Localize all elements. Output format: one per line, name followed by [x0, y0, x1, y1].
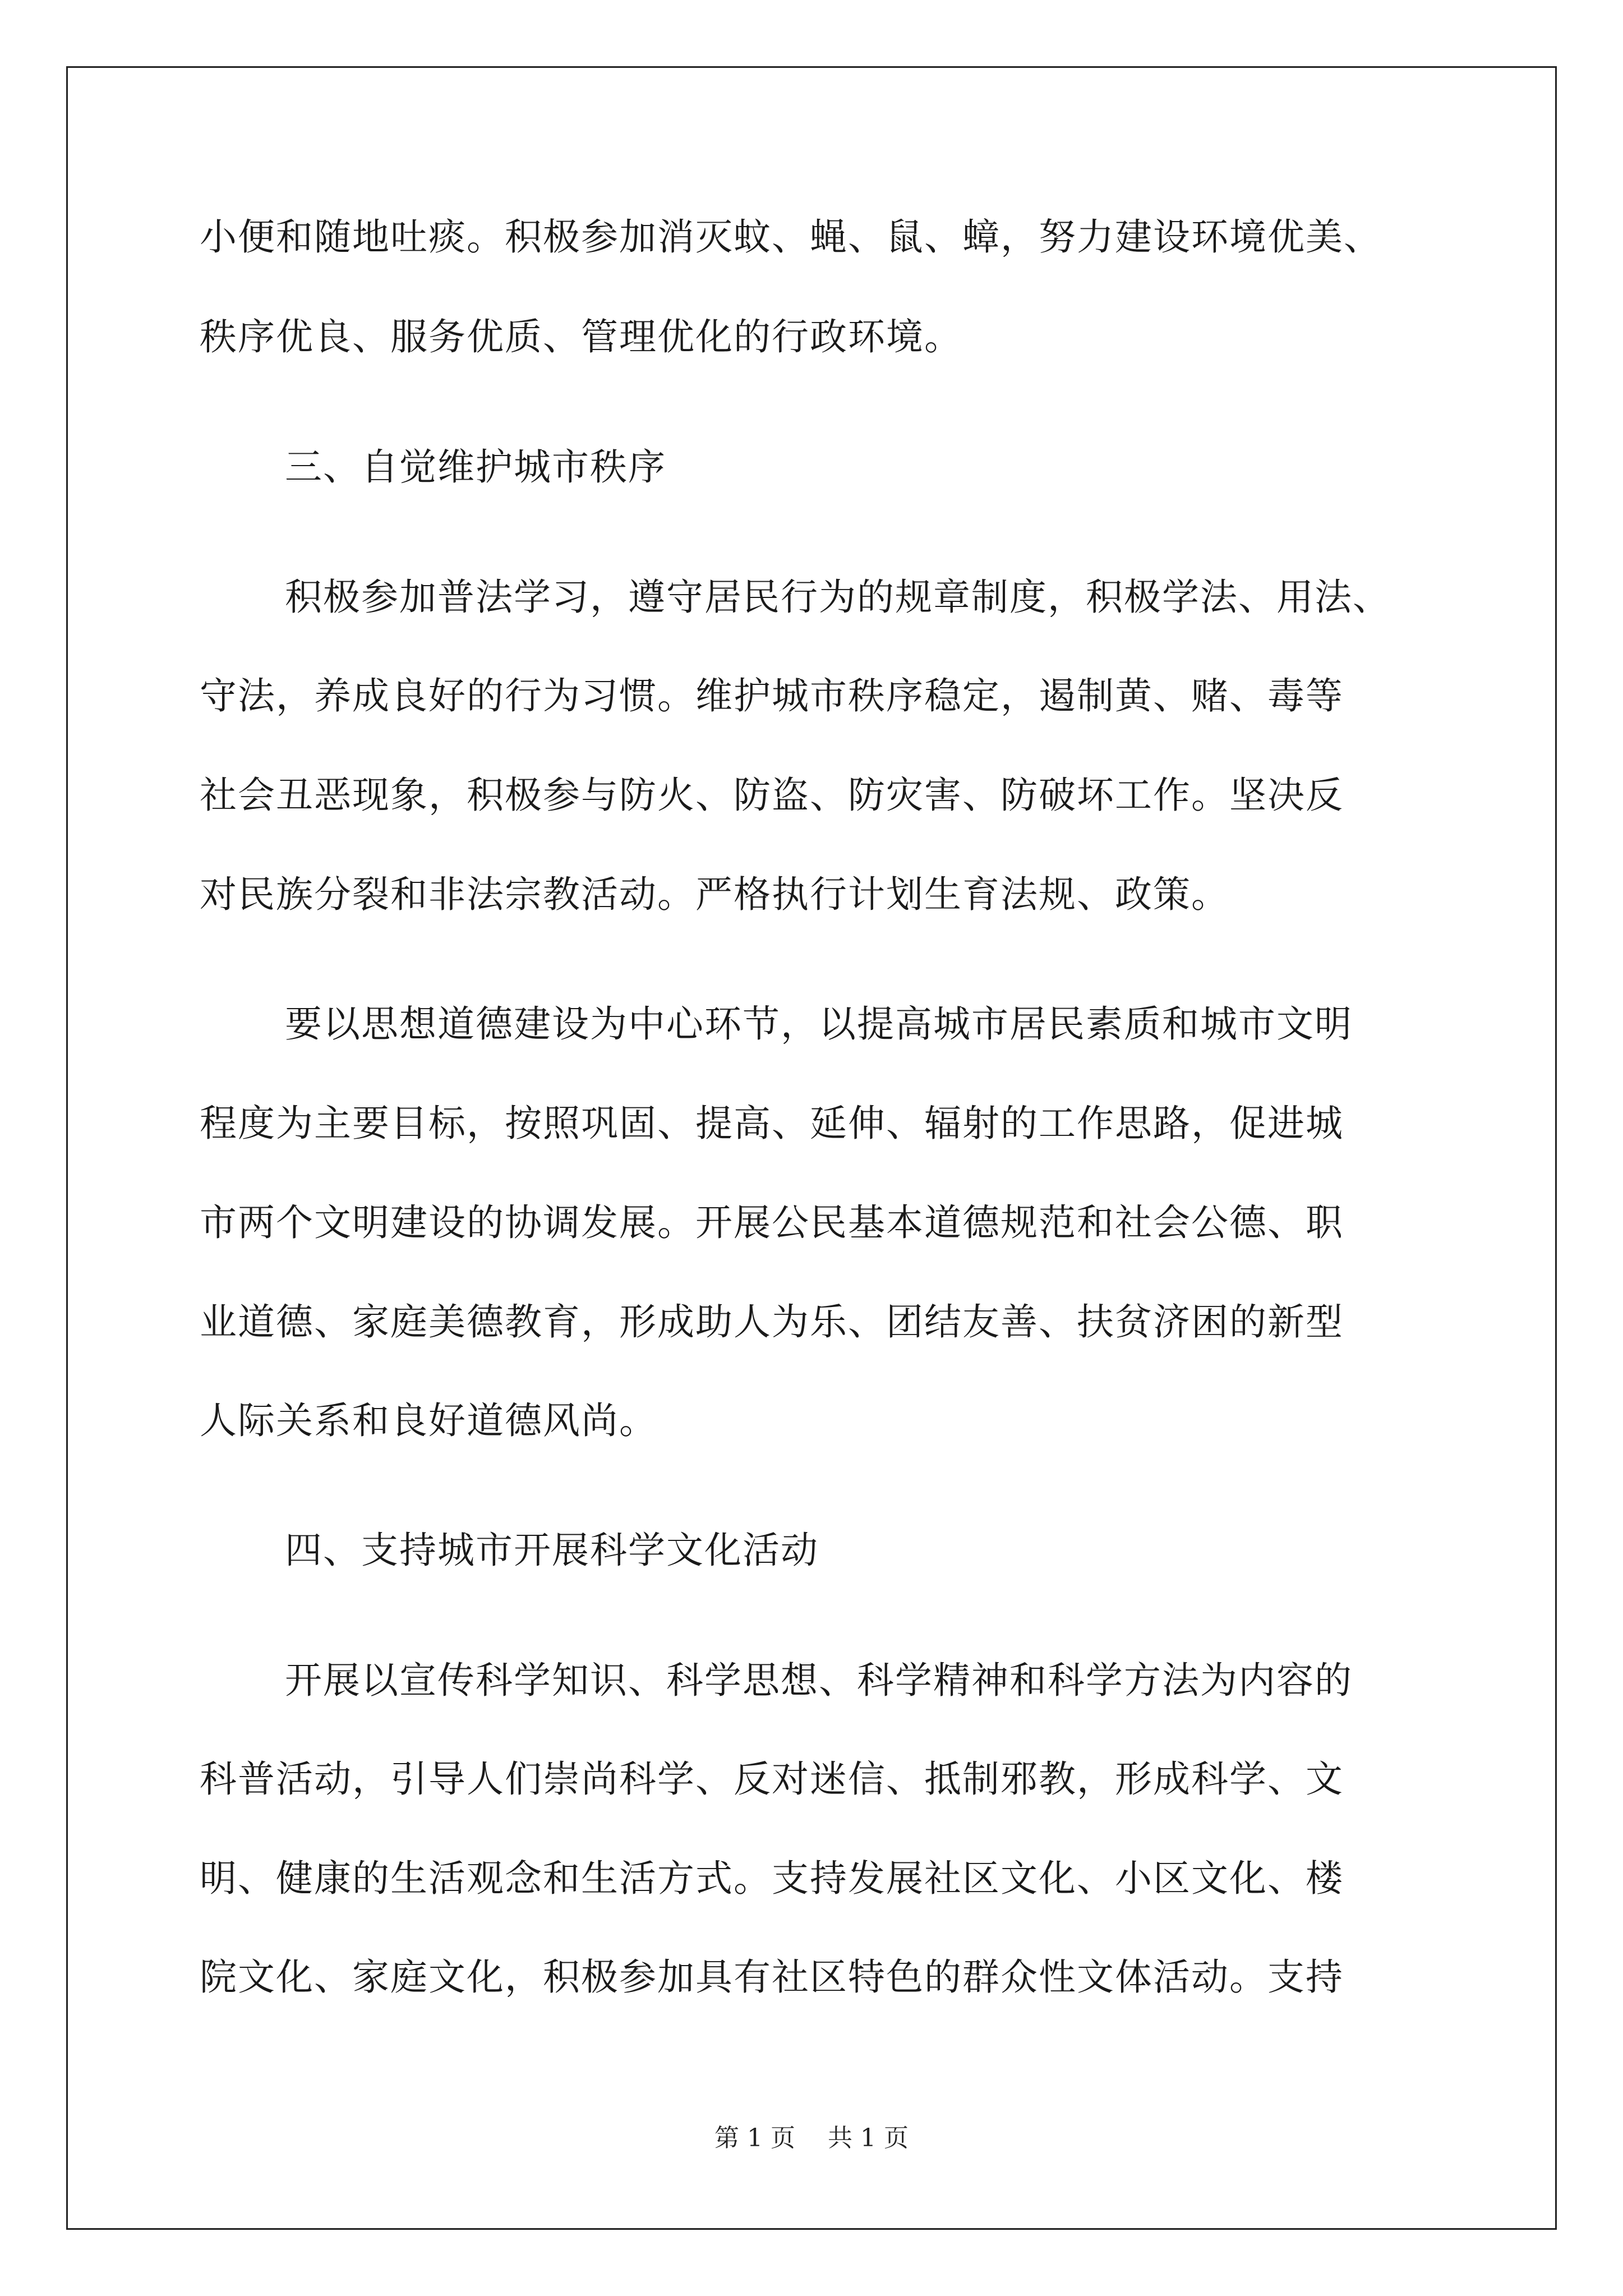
section-heading-3: 三、自觉维护城市秩序 — [285, 445, 666, 489]
paragraph-start: 积极参加普法学习，遵守居民行为的规章制度，积极学法、用法、 — [285, 576, 1391, 619]
body-line: 对民族分裂和非法宗教活动。严格执行计划生育法规、政策。 — [200, 873, 1229, 916]
body-line: 程度为主要目标，按照巩固、提高、延伸、辐射的工作思路，促进城 — [200, 1102, 1344, 1145]
body-line: 明、健康的生活观念和生活方式。支持发展社区文化、小区文化、楼 — [200, 1857, 1344, 1900]
section-heading-4: 四、支持城市开展科学文化活动 — [285, 1529, 819, 1572]
page-number: 第 1 页 — [714, 2124, 795, 2152]
body-line: 人际关系和良好道德风尚。 — [200, 1399, 657, 1442]
body-line: 守法，养成良好的行为习惯。维护城市秩序稳定，遏制黄、赌、毒等 — [200, 674, 1344, 717]
body-line: 院文化、家庭文化，积极参加具有社区特色的群众性文体活动。支持 — [200, 1955, 1344, 1999]
body-line: 秩序优良、服务优质、管理优化的行政环境。 — [200, 315, 962, 358]
body-line: 科普活动，引导人们崇尚科学、反对迷信、抵制邪教，形成科学、文 — [200, 1757, 1344, 1801]
page-border — [66, 66, 1557, 2230]
body-line: 业道德、家庭美德教育，形成助人为乐、团结友善、扶贫济困的新型 — [200, 1300, 1344, 1343]
body-line: 市两个文明建设的协调发展。开展公民基本道德规范和社会公德、职 — [200, 1201, 1344, 1244]
body-line: 小便和随地吐痰。积极参加消灭蚊、蝇、鼠、蟑，努力建设环境优美、 — [200, 215, 1382, 259]
page-footer — [0, 2124, 1623, 2152]
paragraph-start: 要以思想道德建设为中心环节，以提高城市居民素质和城市文明 — [285, 1002, 1353, 1046]
body-line: 社会丑恶现象，积极参与防火、防盗、防灾害、防破坏工作。坚决反 — [200, 774, 1344, 817]
paragraph-start: 开展以宣传科学知识、科学思想、科学精神和科学方法为内容的 — [285, 1659, 1353, 1702]
page-total: 共 1 页 — [828, 2124, 909, 2152]
